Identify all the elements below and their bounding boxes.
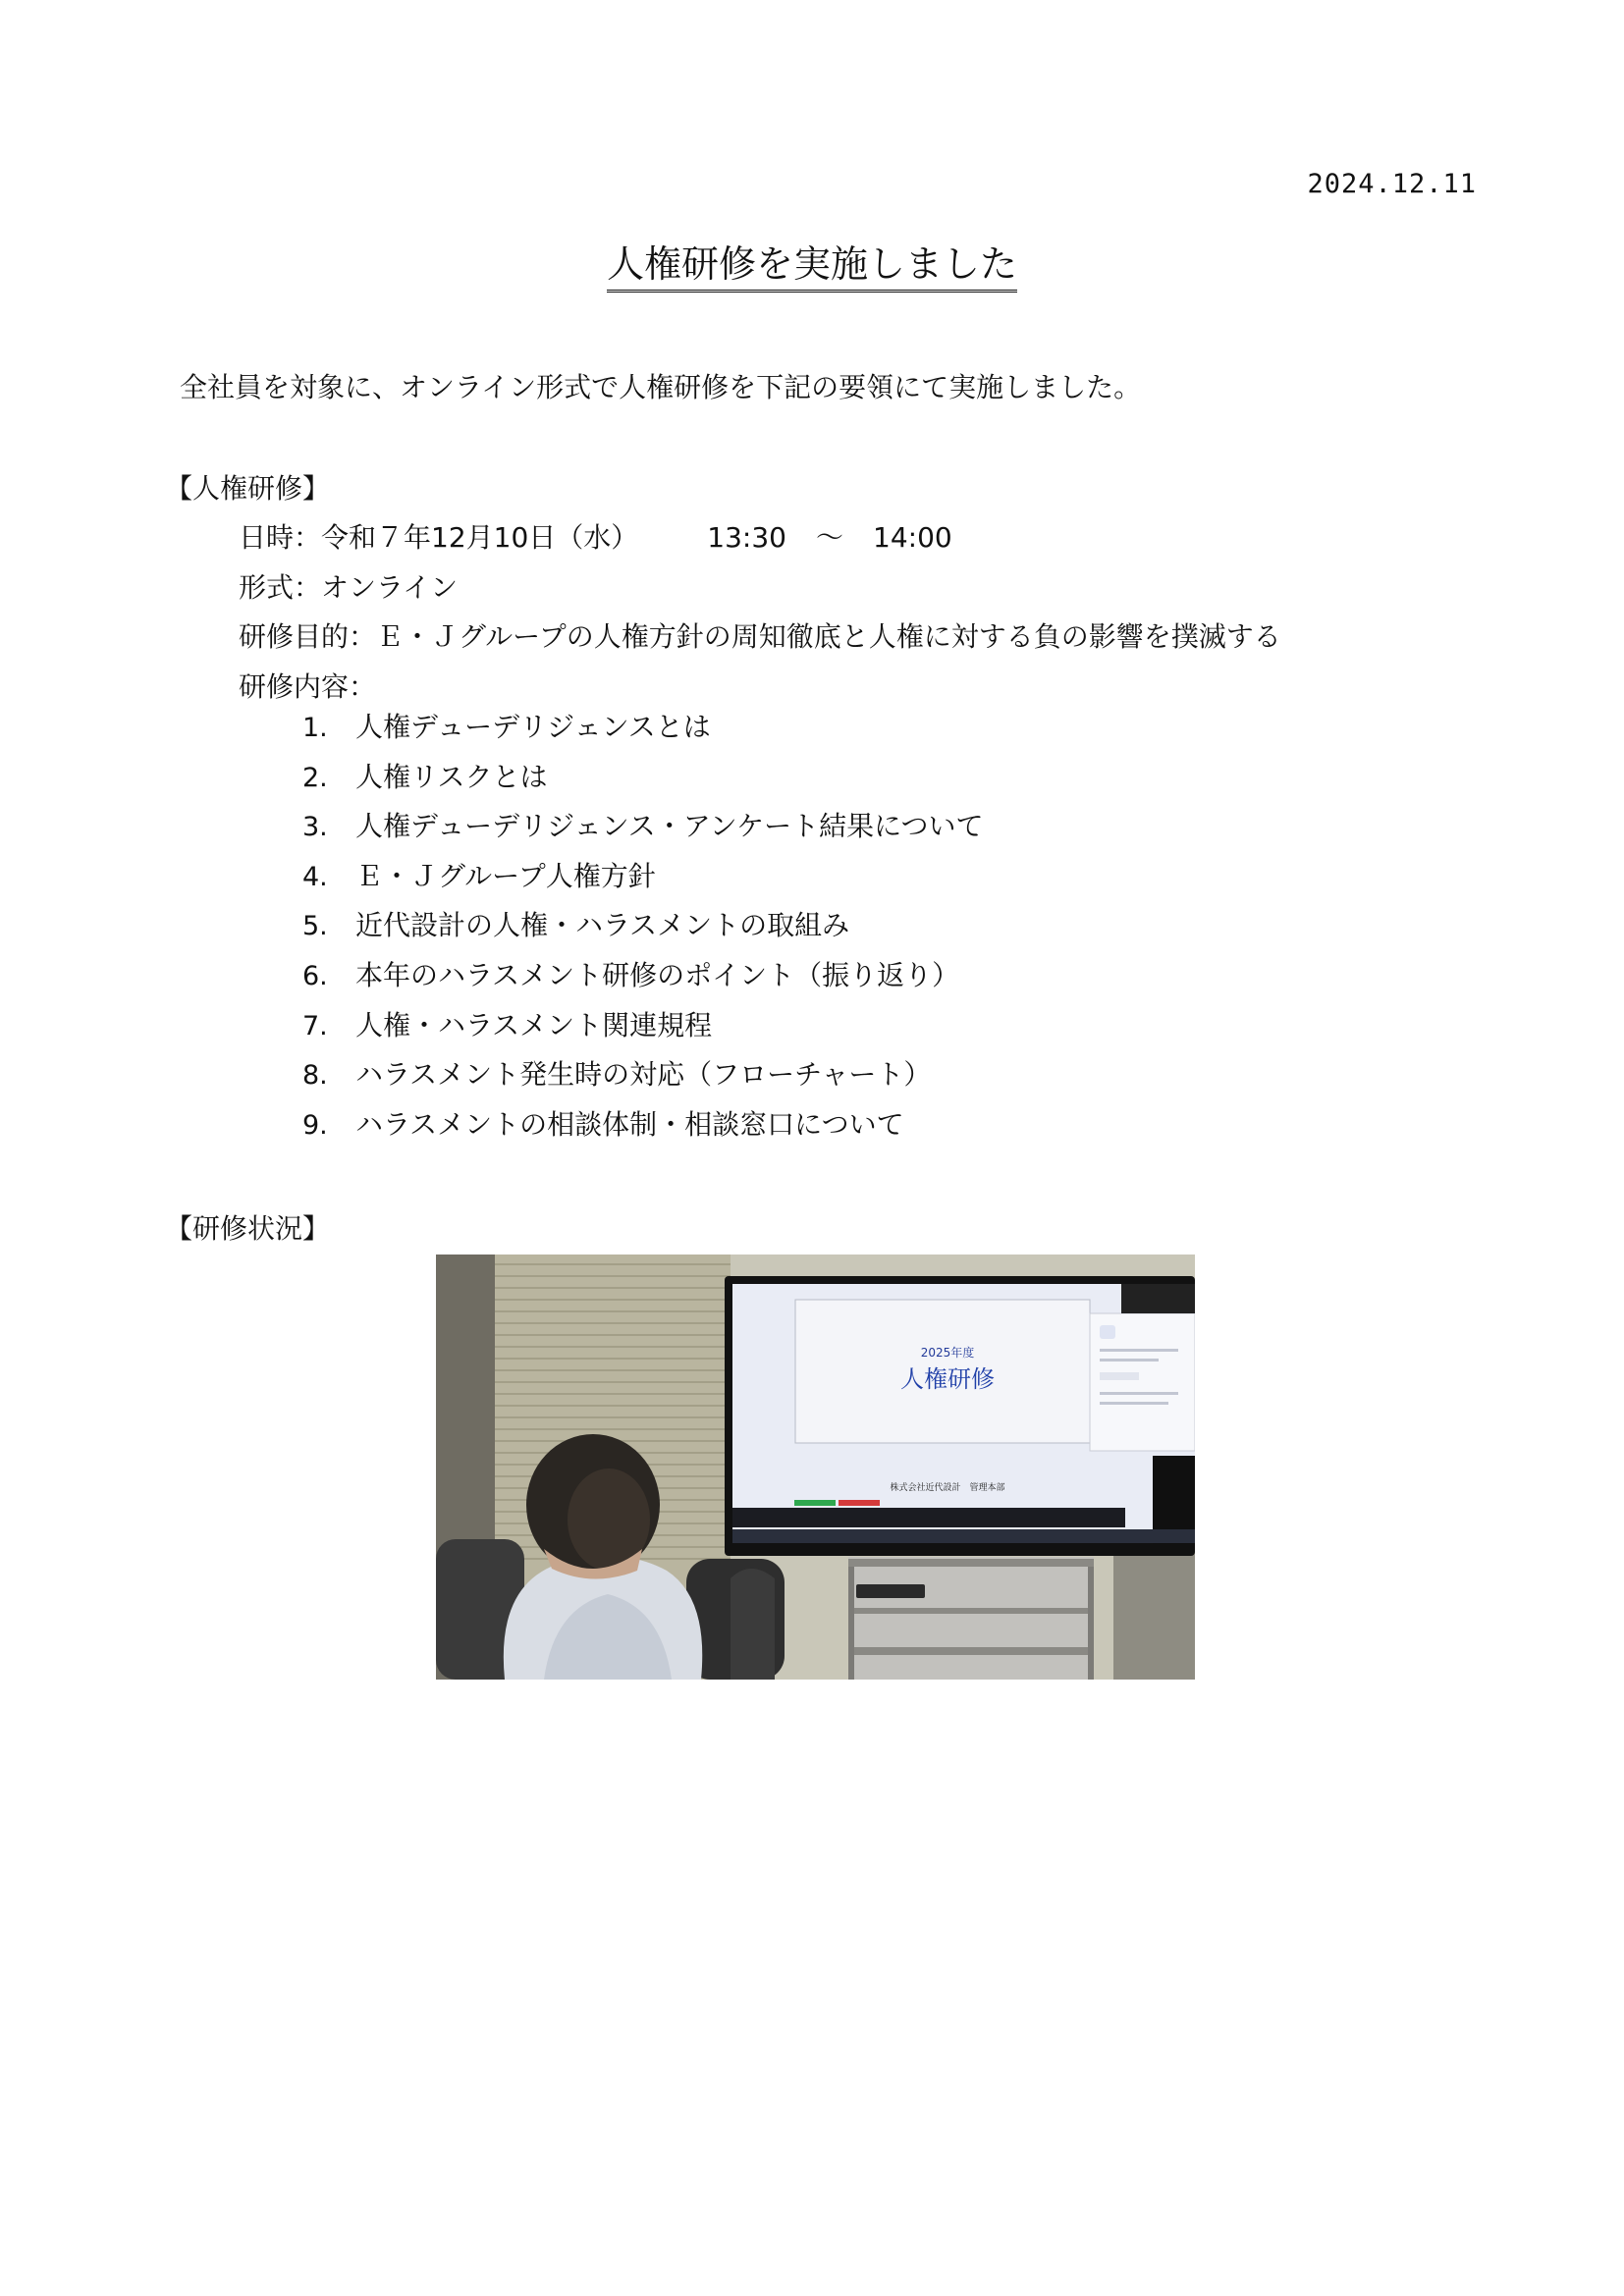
- content-label: 研修内容：: [239, 670, 377, 703]
- page-title-text: 人権研修を実施しました: [607, 242, 1017, 293]
- purpose-label: 研修目的：: [239, 620, 377, 653]
- datetime-value: 令和７年12月10日（水）: [321, 521, 639, 554]
- time-start: 13:30: [707, 521, 786, 554]
- list-item: 6. 本年のハラスメント研修のポイント（振り返り）: [302, 958, 960, 991]
- training-photo-scene: [436, 1255, 1195, 1680]
- time-separator: ～: [815, 521, 843, 554]
- content-list: [302, 709, 984, 1155]
- slide-title: 人権研修: [900, 1365, 995, 1393]
- slide-year: 2025年度: [920, 1346, 975, 1360]
- list-item: 7. 人権・ハラスメント関連規程: [302, 1008, 713, 1041]
- format-row: [239, 566, 458, 606]
- section-heading-training: 【人権研修】: [165, 472, 331, 505]
- datetime-row: [239, 516, 952, 556]
- list-item: 3. 人権デューデリジェンス・アンケート結果について: [302, 810, 984, 843]
- purpose-row: [239, 615, 1281, 655]
- list-item: 2. 人権リスクとは: [302, 760, 548, 793]
- content-row: [239, 666, 376, 705]
- intro-paragraph: 全社員を対象に、オンライン形式で人権研修を下記の要領にて実施しました。: [180, 371, 1142, 403]
- purpose-value: Ｅ・Ｊグループの人権方針の周知徹底と人権に対する負の影響を撲滅する: [376, 620, 1281, 653]
- list-item: 4. Ｅ・Ｊグループ人権方針: [302, 859, 656, 892]
- section-heading-status: 【研修状況】: [165, 1212, 331, 1245]
- format-value: オンライン: [321, 571, 459, 604]
- list-item: 1. 人権デューデリジェンスとは: [302, 711, 711, 743]
- training-photo: [436, 1255, 1195, 1680]
- list-item: 8. ハラスメント発生時の対応（フローチャート）: [302, 1058, 932, 1092]
- time-end: 14:00: [873, 521, 952, 554]
- page-title: [0, 234, 1624, 288]
- list-item: 5. 近代設計の人権・ハラスメントの取組み: [302, 909, 850, 942]
- list-item: 9. ハラスメントの相談体制・相談窓口について: [302, 1107, 904, 1141]
- document-date: 2024.12.11: [1307, 169, 1477, 199]
- datetime-label: 日時：: [239, 521, 322, 554]
- slide-footer: 株式会社近代設計 管理本部: [890, 1483, 1005, 1493]
- format-label: 形式：: [239, 571, 322, 604]
